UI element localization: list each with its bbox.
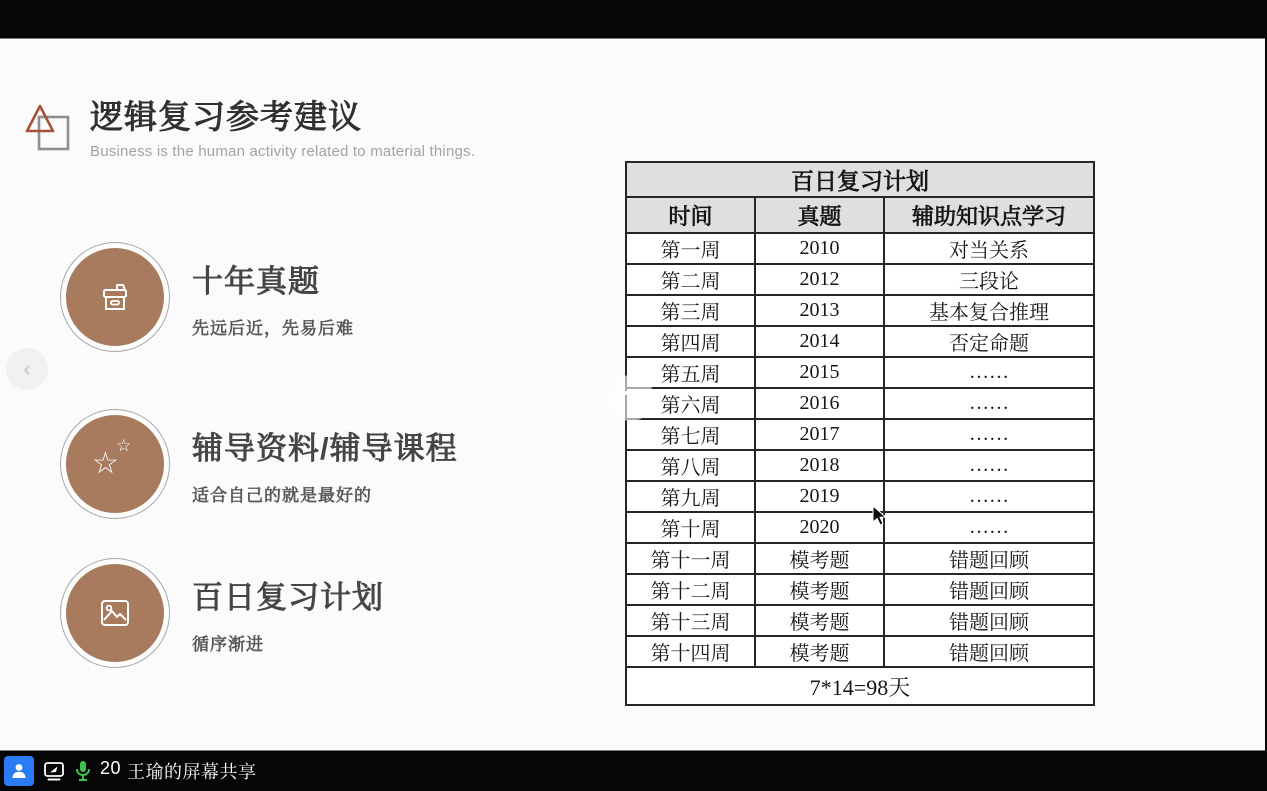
table-cell: 错题回顾 bbox=[884, 574, 1094, 605]
table-title-row bbox=[626, 162, 1094, 197]
watermark-blob bbox=[608, 375, 654, 421]
table-cell: 错题回顾 bbox=[884, 636, 1094, 667]
mouse-cursor bbox=[871, 505, 889, 527]
share-status-label bbox=[100, 758, 257, 784]
table-cell: 第一周 bbox=[626, 233, 755, 264]
table-cell: 模考题 bbox=[755, 574, 884, 605]
item-circle bbox=[60, 409, 170, 519]
table-row bbox=[626, 295, 1094, 326]
list-item-hundred-day-plan bbox=[60, 555, 384, 671]
table-cell: 错题回顾 bbox=[884, 543, 1094, 574]
item-title: 十年真题 bbox=[192, 263, 320, 299]
screen-share-icon[interactable] bbox=[42, 759, 66, 783]
item-circle bbox=[60, 558, 170, 668]
table-cell: 2019 bbox=[755, 481, 884, 512]
table-cell: …… bbox=[884, 512, 1094, 543]
item-circle bbox=[60, 242, 170, 352]
participant-count: 20 bbox=[100, 758, 122, 778]
table-cell: 模考题 bbox=[755, 605, 884, 636]
table-cell: 对当关系 bbox=[884, 233, 1094, 264]
star-small-icon: ☆ bbox=[116, 436, 132, 455]
table-footer-row bbox=[626, 667, 1094, 705]
table-header-cell: 时间 bbox=[626, 197, 755, 233]
table-cell: 第五周 bbox=[626, 357, 755, 388]
table-title: 百日复习计划 bbox=[626, 162, 1094, 197]
table-cell: 第六周 bbox=[626, 388, 755, 419]
triangle-square-logo-icon bbox=[24, 103, 72, 153]
table-cell: 第三周 bbox=[626, 295, 755, 326]
item-subtitle: 循序渐进 bbox=[192, 634, 264, 654]
stars-icon: ☆ bbox=[92, 447, 119, 480]
list-item-tutoring-materials bbox=[60, 406, 458, 522]
table-cell: 第十三周 bbox=[626, 605, 755, 636]
table-cell: 第十一周 bbox=[626, 543, 755, 574]
screen-share-status-bar bbox=[0, 751, 1267, 791]
participant-avatar[interactable] bbox=[4, 756, 34, 786]
table-cell: 第二周 bbox=[626, 264, 755, 295]
slide-subtitle: Business is the human activity related to material things. bbox=[90, 142, 476, 160]
item-subtitle: 适合自己的就是最好的 bbox=[192, 485, 372, 505]
table-cell: 2018 bbox=[755, 450, 884, 481]
table-cell: 模考题 bbox=[755, 636, 884, 667]
table-cell: …… bbox=[884, 388, 1094, 419]
table-cell: 2020 bbox=[755, 512, 884, 543]
top-letterbox-bar bbox=[0, 0, 1267, 38]
plan-table-body bbox=[626, 162, 1094, 705]
table-header-row bbox=[626, 197, 1094, 233]
item-title: 辅导资料/辅导课程 bbox=[192, 430, 458, 466]
table-row bbox=[626, 636, 1094, 667]
table-cell: 第四周 bbox=[626, 326, 755, 357]
table-cell: …… bbox=[884, 419, 1094, 450]
image-icon bbox=[94, 592, 136, 634]
table-header-cell: 辅助知识点学习 bbox=[884, 197, 1094, 233]
study-plan-table bbox=[625, 161, 1095, 706]
table-row bbox=[626, 388, 1094, 419]
table-cell: 否定命题 bbox=[884, 326, 1094, 357]
table-row bbox=[626, 481, 1094, 512]
table-cell: 2013 bbox=[755, 295, 884, 326]
table-cell: 基本复合推理 bbox=[884, 295, 1094, 326]
slide-title: 逻辑复习参考建议 bbox=[90, 98, 362, 135]
table-cell: 第九周 bbox=[626, 481, 755, 512]
person-icon bbox=[9, 761, 29, 781]
table-cell: 第十周 bbox=[626, 512, 755, 543]
table-row bbox=[626, 543, 1094, 574]
table-row bbox=[626, 450, 1094, 481]
item-title: 百日复习计划 bbox=[192, 579, 384, 615]
table-cell: 第十二周 bbox=[626, 574, 755, 605]
item-subtitle: 先远后近，先易后难 bbox=[192, 318, 354, 338]
table-footer-cell: 7*14=98天 bbox=[626, 667, 1094, 705]
table-cell: 模考题 bbox=[755, 543, 884, 574]
table-row bbox=[626, 605, 1094, 636]
table-cell: 错题回顾 bbox=[884, 605, 1094, 636]
table-cell: 2014 bbox=[755, 326, 884, 357]
table-cell: 2015 bbox=[755, 357, 884, 388]
table-cell: …… bbox=[884, 357, 1094, 388]
table-row bbox=[626, 233, 1094, 264]
sharer-name-label: 王瑜的屏幕共享 bbox=[127, 762, 257, 782]
shared-slide bbox=[0, 38, 1265, 751]
microphone-icon[interactable] bbox=[74, 759, 92, 783]
table-cell: 三段论 bbox=[884, 264, 1094, 295]
table-row bbox=[626, 326, 1094, 357]
list-item-ten-year-exams bbox=[60, 239, 354, 355]
table-cell: 2016 bbox=[755, 388, 884, 419]
table-cell: 2010 bbox=[755, 233, 884, 264]
archive-box-icon bbox=[95, 277, 135, 317]
chevron-left-icon: ‹ bbox=[23, 356, 31, 381]
table-cell: 2017 bbox=[755, 419, 884, 450]
table-cell: 2012 bbox=[755, 264, 884, 295]
table-cell: 第十四周 bbox=[626, 636, 755, 667]
table-cell: 第七周 bbox=[626, 419, 755, 450]
previous-slide-button[interactable] bbox=[6, 348, 48, 390]
table-row bbox=[626, 419, 1094, 450]
table-cell: …… bbox=[884, 481, 1094, 512]
table-header-cell: 真题 bbox=[755, 197, 884, 233]
table-row bbox=[626, 357, 1094, 388]
table-row bbox=[626, 512, 1094, 543]
table-cell: 第八周 bbox=[626, 450, 755, 481]
table-row bbox=[626, 574, 1094, 605]
table-cell: …… bbox=[884, 450, 1094, 481]
table-row bbox=[626, 264, 1094, 295]
